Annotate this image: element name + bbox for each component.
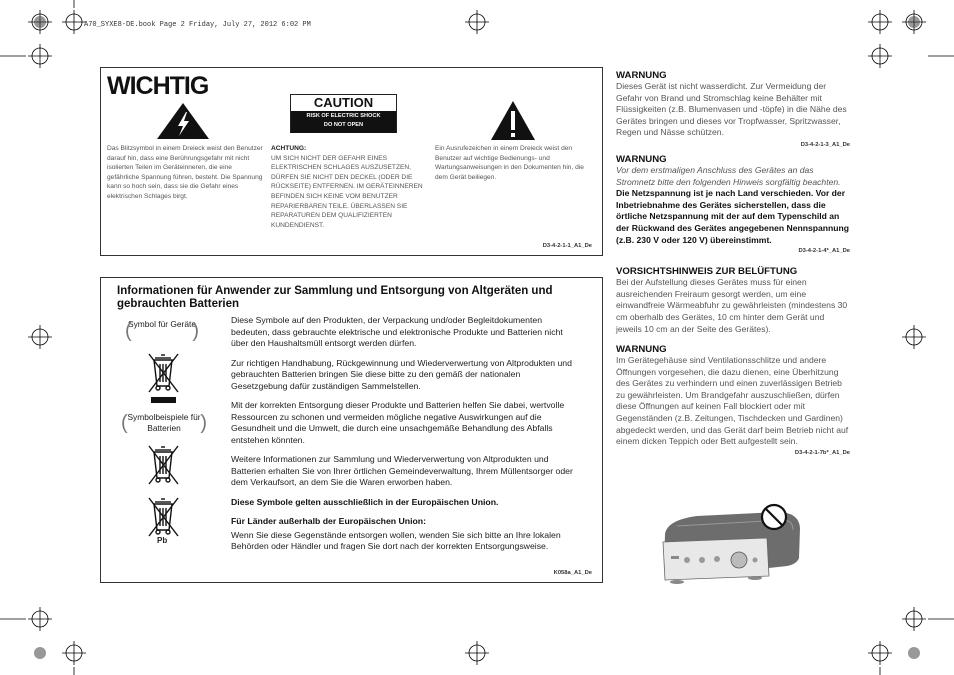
- caution-line-1: RISK OF ELECTRIC SHOCK: [306, 113, 381, 119]
- caution-line-2: DO NOT OPEN: [323, 122, 364, 128]
- wichtig-box: [100, 67, 603, 256]
- ventilation-heading: VORSICHTSHINWEIS ZUR BELÜFTUNG: [616, 266, 798, 278]
- achtung-heading: ACHTUNG:: [271, 145, 307, 152]
- ventilation-text: Bei der Aufstellung dieses Gerätes muss für einen ausreichenden Freiraum gesorgt werden, um eine einwandfreie Wärmeabfuhr zu gewährleisten (mindestens 30 cm oberhalb des Gerätes, 10 cm hinter dem Gerät und jeweils 10 cm an der Seite des Gerätes).: [616, 277, 848, 334]
- file-header-line: A70_SYXE8-DE.book Page 2 Friday, July 27, 2012 6:02 PM: [84, 21, 311, 29]
- warning-2-text: Die Netzspannung ist je nach Land verschieden. Vor der Inbetriebnahme des Gerätes sicherstellen, dass die örtliche Netzspannung mit der auf dem Typenschild an der Rückwand des Gerätes angegebenen Nennspannung (z.B. 230 V oder 120 V) übereinstimmt.: [616, 188, 850, 245]
- info-paragraph-2: Zur richtigen Handhabung, Rückgewinnung und Wiederverwertung von Altprodukten und gebrauchten Batterien bringen Sie diese bitte zu den gemäß der nationalen Gesetzgebung dafür zuständigen Sammelstellen.: [231, 357, 572, 391]
- info-paragraph-4: Weitere Informationen zur Sammlung und Wiederverwertung von Altprodukten und Batterien erhalten Sie von Ihrer örtlichen Gemeindeverwaltung, Ihrem Müllentsorger oder dem Verkaufsort, an dem Sie die Waren erworben haben.: [231, 454, 573, 487]
- info-paragraph-1: Diese Symbole auf den Produkten, der Verpackung und/oder Begleitdokumenten bedeuten, dass gebrauchte elektrische und elektronische Produkte und Batterien nicht über den Haushaltsmüll entsorgt werden dürfen.: [231, 315, 563, 348]
- info-outside-text: Wenn Sie diese Gegenstände entsorgen wollen, wenden Sie sich bitte an Ihre lokalen Behörden oder Händler und fragen Sie dort nach der korrekten Entsorgungsweise.: [231, 529, 561, 551]
- warning-1-text: Dieses Gerät ist nicht wasserdicht. Zur Vermeidung der Gefahr von Brand und Stromschlag keine Behälter mit Flüssigkeiten (z.B. Blumenvasen und -töpfe) in die Nähe des Gerätes bringen und dieses vor Tropfwasser, Spritzwasser, Regen und Nässe schützen.: [616, 81, 847, 138]
- amplifier-covered-illustration: [657, 498, 807, 586]
- warning-3-heading: WARNUNG: [616, 344, 667, 356]
- info-bold-eu: Diese Symbole gelten ausschließlich in der Europäischen Union.: [231, 496, 499, 507]
- symbol-label-batteries: ( Symbolbeispiele für Batterien ): [121, 412, 207, 434]
- warning-3-text: Im Gerätegehäuse sind Ventilationsschlitze und andere Öffnungen vorgesehen, die dazu dienen, eine Überhitzung des Gerätes zu verhindern und einen zuverlässigen Betrieb zu gewährleisten. Um Brandgefahr auszuschließen, dürfen diese Öffnungen auf keinen Fall blockiert oder mit Gegenständen (z.B. Zeitungen, Tischdecken und Gardinen) abgedeckt werden, und das Gerät darf beim Betrieb nicht auf einem dicken Teppich oder Bett aufgestellt sein.: [616, 355, 849, 447]
- warning-1-code: D3-4-2-1-3_A1_De: [800, 141, 850, 148]
- exclamation-triangle-icon: [490, 100, 536, 142]
- crossed-bin-battery-icon-1: [145, 440, 183, 490]
- info-outside-heading: Für Länder außerhalb der Europäischen Union:: [231, 516, 427, 526]
- lightning-description: Das Blitzsymbol in einem Dreieck weist den Benutzer darauf hin, dass eine Berührungsgefahr mit nicht isolierten Teilen im Geräteinneren, die eine gefährliche Spannung führen, besteht. Die Spannung kann so hoch sein, dass sie die Gefahr eines elektrischen Schlages birgt.: [107, 145, 263, 200]
- wichtig-title: WICHTIG: [107, 72, 209, 100]
- caution-label: [290, 94, 397, 133]
- lightning-triangle-icon: [156, 102, 210, 140]
- crossed-bin-icon: [145, 348, 183, 406]
- info-title: Informationen für Anwender zur Sammlung und Entsorgung von Altgeräten und gebrauchten Batterien: [117, 285, 553, 310]
- info-paragraph-3: Mit der korrekten Entsorgung dieser Produkte und Batterien helfen Sie dabei, wertvolle Ressourcen zu schonen und vermeiden mögliche negative Auswirkungen auf die Gesundheit und die Umwelt, die durch eine unsachgemäße Behandlung des Abfalls entstehen könnten.: [231, 400, 565, 445]
- wichtig-code: D3-4-2-1-1_A1_De: [542, 243, 592, 249]
- warning-3-code: D3-4-2-1-7b*_A1_De: [794, 449, 850, 456]
- pb-label: Pb: [157, 536, 168, 545]
- caution-heading: CAUTION: [291, 95, 396, 111]
- warning-2-intro: Vor dem erstmaligen Anschluss des Gerätes an das Stromnetz bitte den folgenden Hinweis sorgfältig beachten.: [616, 164, 841, 187]
- warning-2-heading: WARNUNG: [616, 153, 667, 165]
- right-column: [616, 70, 850, 456]
- symbol-label-devices: ( Symbol für Geräte ): [125, 319, 199, 342]
- warning-2-code: D3-4-2-1-4*_A1_De: [798, 248, 850, 255]
- warning-1-heading: WARNUNG: [616, 70, 667, 81]
- achtung-text: UM SICH NICHT DER GEFAHR EINES ELEKTRISCHEN SCHLAGES AUSZUSETZEN, DÜRFEN SIE NICHT DEN DECKEL (ODER DIE RÜCKSEITE) ENTFERNEN. IM GERÄTEINNEREN BEFINDEN SICH KEINE VOM BENUTZER REPARIERBAREN TEILE. ÜBERLASSEN SIE REPARATUREN DEM QUALIFIZIERTEN KUNDENDIENST.: [271, 154, 423, 229]
- crossed-bin-battery-icon-2: [145, 492, 183, 542]
- info-code: K058a_A1_De: [553, 570, 592, 576]
- exclamation-description: Ein Ausrufezeichen in einem Dreieck weist den Benutzer auf wichtige Bedienungs- und Wartungsanweisungen in den Dokumenten hin, die dem Gerät beiliegen.: [435, 145, 584, 181]
- info-box: [100, 277, 603, 583]
